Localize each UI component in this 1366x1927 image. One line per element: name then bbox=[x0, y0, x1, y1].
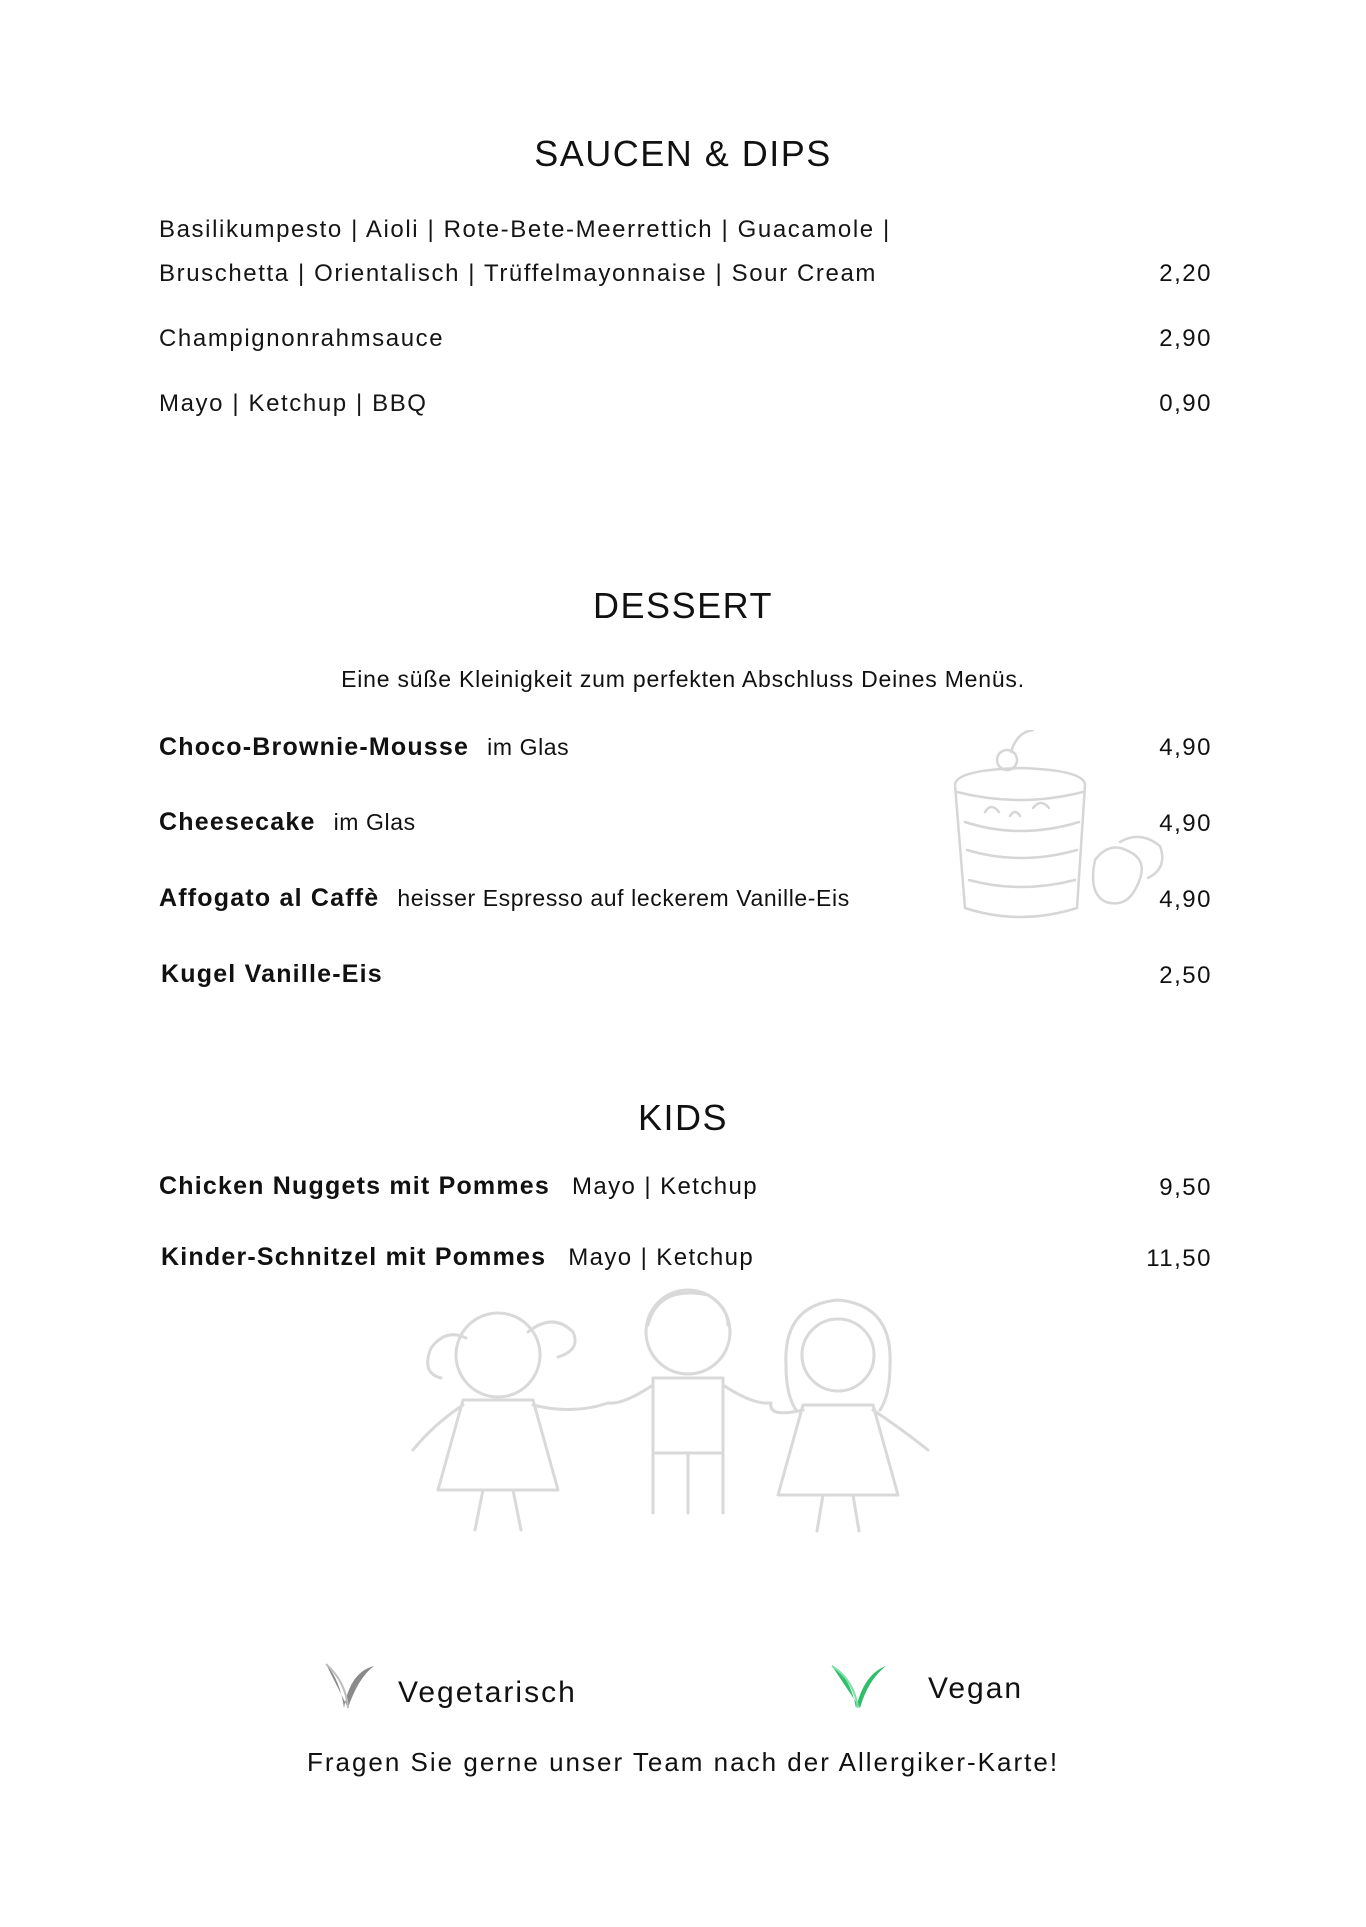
dessert-item-4-price: 2,50 bbox=[1159, 962, 1212, 989]
dessert-intro: Eine süße Kleinigkeit zum perfekten Abschluss Deines Menüs. bbox=[341, 666, 1025, 692]
dessert-item-1-price: 4,90 bbox=[1159, 734, 1212, 761]
dessert-item-4 bbox=[161, 960, 383, 989]
kids-holding-hands-icon bbox=[408, 1280, 968, 1540]
sauce-list-line2: Bruschetta | Orientalisch | Trüffelmayonnaise | Sour Cream bbox=[159, 260, 877, 287]
kids-item-2-desc: Mayo | Ketchup bbox=[568, 1244, 755, 1271]
dessert-heading: DESSERT bbox=[593, 585, 773, 626]
dessert-item-3 bbox=[159, 884, 850, 913]
sauce-basic: Mayo | Ketchup | BBQ bbox=[159, 390, 428, 417]
kids-heading: KIDS bbox=[637, 1097, 729, 1138]
kids-item-1-desc: Mayo | Ketchup bbox=[572, 1173, 758, 1200]
dessert-item-2-desc: im Glas bbox=[333, 809, 416, 835]
dessert-item-3-desc: heisser Espresso auf leckerem Vanille-Eis bbox=[397, 885, 850, 911]
dessert-item-1-desc: im Glas bbox=[487, 734, 570, 760]
kids-item-2-price: 11,50 bbox=[1146, 1245, 1212, 1272]
saucen-heading: SAUCEN & DIPS bbox=[534, 133, 832, 174]
kids-item-1 bbox=[159, 1172, 758, 1201]
sauce-list-line1: Basilikumpesto | Aioli | Rote-Bete-Meerrettich | Guacamole | bbox=[159, 216, 891, 243]
kids-item-2 bbox=[161, 1243, 754, 1272]
dessert-glass-icon bbox=[945, 730, 1170, 930]
dessert-item-3-name: Affogato al Caffè bbox=[159, 884, 380, 912]
dessert-item-2-name: Cheesecake bbox=[159, 808, 316, 836]
allergy-note: Fragen Sie gerne unser Team nach der Allergiker-Karte! bbox=[306, 1747, 1060, 1777]
dessert-item-4-name: Kugel Vanille-Eis bbox=[161, 960, 383, 988]
dessert-item-3-price: 4,90 bbox=[1159, 886, 1212, 913]
kids-item-2-name: Kinder-Schnitzel mit Pommes bbox=[161, 1243, 547, 1271]
sauce-champignon: Champignonrahmsauce bbox=[159, 325, 445, 352]
vegan-label: Vegan bbox=[928, 1672, 1024, 1705]
sauce-price-3: 0,90 bbox=[1159, 390, 1212, 417]
dessert-item-2 bbox=[159, 808, 416, 837]
vegetarian-label: Vegetarisch bbox=[398, 1676, 577, 1709]
kids-item-1-name: Chicken Nuggets mit Pommes bbox=[159, 1172, 551, 1200]
dessert-item-2-price: 4,90 bbox=[1159, 810, 1212, 837]
leaf-green-icon bbox=[830, 1662, 888, 1712]
dessert-item-1-name: Choco-Brownie-Mousse bbox=[159, 733, 470, 761]
sauce-price-1: 2,20 bbox=[1159, 260, 1212, 287]
leaf-gray-icon bbox=[318, 1662, 376, 1712]
sauce-price-2: 2,90 bbox=[1159, 325, 1212, 352]
kids-item-1-price: 9,50 bbox=[1159, 1174, 1212, 1201]
dessert-item-1 bbox=[159, 733, 569, 762]
